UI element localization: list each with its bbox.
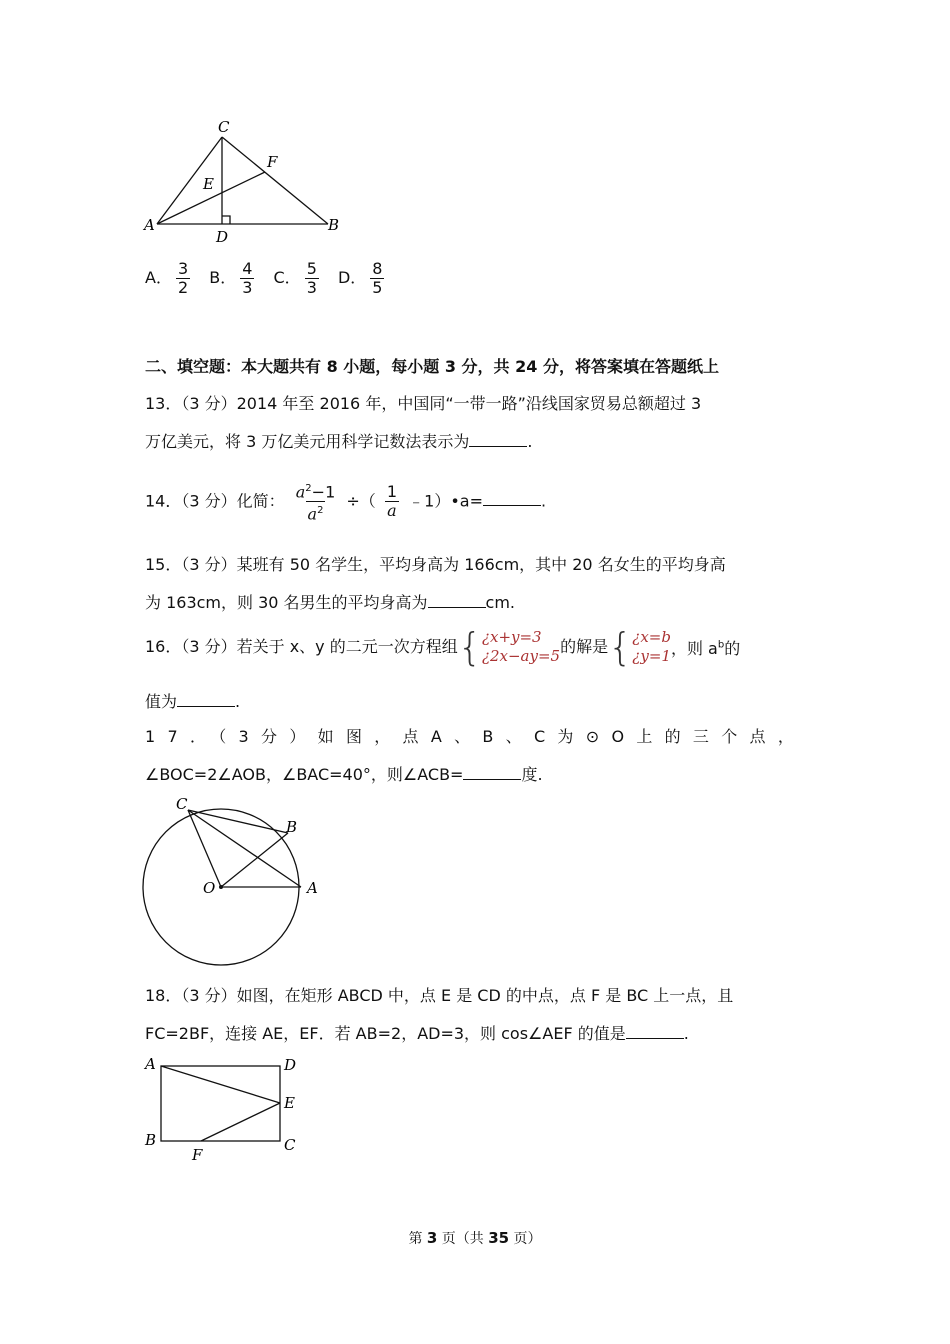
label-E: E xyxy=(203,175,214,193)
label-F: F xyxy=(267,153,278,171)
question-16: 16．（3 分）若关于 x、y 的二元一次方程组{ ¿x+y=3 ¿2x−ay=5 的解是{ ¿x=b ¿y=1 ，则 $a^b$的 xyxy=(145,625,741,669)
choice-b: B． $\frac{4}{3}$ xyxy=(209,259,253,297)
page-footer: 第 3 页（共 35 页） xyxy=(408,1229,542,1247)
label-E: E xyxy=(284,1094,295,1112)
label-C: C xyxy=(176,795,188,813)
question-15 xyxy=(145,554,726,614)
question-17 xyxy=(145,726,806,786)
question-14: 14．（3 分）化简： $\frac{a^2-1}{a^2}$ ÷（ $\frac{1}{a}$ ﹣1）•a= . xyxy=(145,480,546,524)
center-point xyxy=(219,885,223,889)
segment-EF xyxy=(201,1103,280,1141)
label-F: F xyxy=(192,1146,203,1164)
question-18 xyxy=(145,985,733,1045)
answer-blank[interactable] xyxy=(428,593,486,608)
label-B: B xyxy=(328,216,340,234)
choice-a: A． $\frac{3}{2}$ xyxy=(145,259,189,297)
q17-line2: ∠BOC=2∠AOB，∠BAC=40°，则∠ACB= 度. xyxy=(145,765,543,784)
choice-c: C． $\frac{5}{3}$ xyxy=(273,259,317,297)
label-C: C xyxy=(284,1136,296,1154)
solution-system: ¿x=b ¿y=1 xyxy=(632,628,671,665)
label-A: A xyxy=(307,879,318,897)
right-angle-mark xyxy=(222,216,230,224)
segment-CB xyxy=(222,137,328,224)
answer-blank[interactable] xyxy=(463,765,521,780)
label-C: C xyxy=(218,118,230,136)
answer-choices xyxy=(145,260,388,297)
triangle-figure xyxy=(140,115,350,245)
rectangle-ABCD xyxy=(161,1066,280,1141)
circle-figure xyxy=(138,790,328,975)
segment-CB xyxy=(188,810,288,833)
q15-line2: 为 163cm，则 30 名男生的平均身高为 cm. xyxy=(145,593,516,612)
answer-blank[interactable] xyxy=(469,432,527,447)
answer-blank[interactable] xyxy=(483,491,541,506)
equation-system: ¿x+y=3 ¿2x−ay=5 xyxy=(481,628,561,665)
page-number: 3 xyxy=(426,1229,438,1247)
label-B: B xyxy=(145,1131,157,1149)
fraction-a2-minus-1-over-a2: $\frac{a^2-1}{a^2}$ xyxy=(295,482,336,524)
q17-line1: 17．（3分）如图，点A、B、C为⊙O上的三个点， xyxy=(145,727,807,746)
label-A: A xyxy=(145,1055,156,1073)
answer-blank[interactable] xyxy=(177,692,235,707)
section-heading: 二、填空题：本大题共有 8 小题，每小题 3 分，共 24 分，将答案填在答题纸上 xyxy=(145,357,719,376)
label-D: D xyxy=(216,228,229,245)
answer-blank[interactable] xyxy=(626,1024,684,1039)
q13-line2: 万亿美元，将 3 万亿美元用科学记数法表示为 . xyxy=(145,432,533,451)
page-total: 35 xyxy=(488,1229,510,1247)
label-D: D xyxy=(284,1056,297,1074)
fraction-1-over-a: $\frac{1}{a}$ xyxy=(386,482,398,521)
segment-OB xyxy=(221,833,288,887)
label-B: B xyxy=(286,818,298,836)
choice-d: D． $\frac{8}{5}$ xyxy=(337,259,383,297)
label-O: O xyxy=(203,879,216,897)
label-A: A xyxy=(144,216,155,234)
q16-line2: 值为 . xyxy=(145,692,241,711)
q18-line1: 18．（3 分）如图，在矩形 ABCD 中，点 E 是 CD 的中点，点 F 是 BC 上一点，且 xyxy=(145,986,734,1005)
rectangle-figure xyxy=(138,1050,308,1165)
segment-AE xyxy=(161,1066,280,1103)
q13-line1: 13．（3 分）2014 年至 2016 年，中国同“一带一路”沿线国家贸易总额超过 3 xyxy=(145,394,702,413)
question-13 xyxy=(145,393,701,453)
q18-line2: FC=2BF，连接 AE，EF．若 AB=2，AD=3，则 cos∠AEF 的值是 . xyxy=(145,1024,689,1043)
q15-line1: 15．（3 分）某班有 50 名学生，平均身高为 166cm，其中 20 名女生的平均身高 xyxy=(145,555,726,574)
